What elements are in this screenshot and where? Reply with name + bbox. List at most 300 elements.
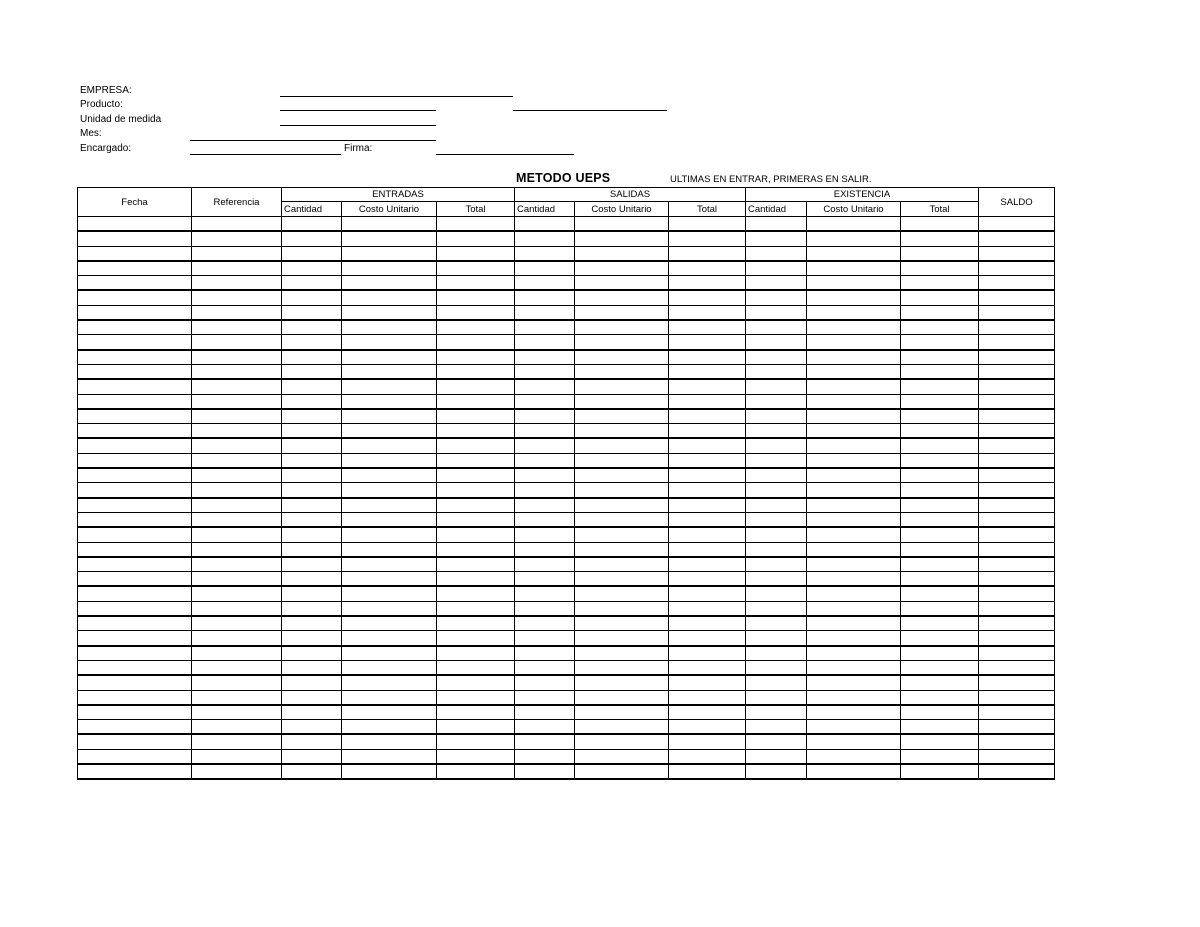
- table-cell[interactable]: [979, 631, 1055, 646]
- table-cell[interactable]: [78, 586, 192, 601]
- table-cell[interactable]: [192, 409, 282, 424]
- table-cell[interactable]: [282, 453, 342, 468]
- table-cell[interactable]: [78, 646, 192, 661]
- table-cell[interactable]: [342, 675, 437, 690]
- table-cell[interactable]: [669, 394, 746, 409]
- table-cell[interactable]: [979, 409, 1055, 424]
- table-cell[interactable]: [437, 542, 515, 557]
- table-cell[interactable]: [437, 720, 515, 735]
- table-cell[interactable]: [78, 409, 192, 424]
- table-cell[interactable]: [437, 734, 515, 749]
- table-cell[interactable]: [515, 379, 575, 394]
- table-cell[interactable]: [807, 409, 901, 424]
- empresa-field[interactable]: [280, 96, 513, 97]
- table-cell[interactable]: [669, 217, 746, 232]
- table-cell[interactable]: [901, 631, 979, 646]
- table-cell[interactable]: [515, 542, 575, 557]
- table-cell[interactable]: [192, 498, 282, 513]
- table-cell[interactable]: [807, 764, 901, 779]
- table-cell[interactable]: [515, 438, 575, 453]
- table-cell[interactable]: [192, 557, 282, 572]
- table-cell[interactable]: [901, 409, 979, 424]
- table-cell[interactable]: [979, 231, 1055, 246]
- table-cell[interactable]: [979, 438, 1055, 453]
- table-cell[interactable]: [515, 483, 575, 498]
- table-cell[interactable]: [575, 764, 669, 779]
- table-cell[interactable]: [901, 572, 979, 587]
- table-cell[interactable]: [437, 468, 515, 483]
- table-cell[interactable]: [575, 261, 669, 276]
- table-cell[interactable]: [282, 379, 342, 394]
- table-cell[interactable]: [575, 675, 669, 690]
- table-cell[interactable]: [515, 498, 575, 513]
- table-cell[interactable]: [282, 231, 342, 246]
- table-cell[interactable]: [78, 720, 192, 735]
- table-cell[interactable]: [979, 512, 1055, 527]
- table-cell[interactable]: [282, 438, 342, 453]
- table-cell[interactable]: [807, 217, 901, 232]
- table-cell[interactable]: [342, 305, 437, 320]
- table-cell[interactable]: [669, 409, 746, 424]
- table-cell[interactable]: [746, 512, 807, 527]
- table-cell[interactable]: [979, 601, 1055, 616]
- table-cell[interactable]: [901, 246, 979, 261]
- table-cell[interactable]: [342, 660, 437, 675]
- table-cell[interactable]: [575, 453, 669, 468]
- table-cell[interactable]: [669, 438, 746, 453]
- table-cell[interactable]: [901, 512, 979, 527]
- table-cell[interactable]: [979, 379, 1055, 394]
- table-cell[interactable]: [282, 276, 342, 291]
- table-cell[interactable]: [342, 734, 437, 749]
- table-cell[interactable]: [515, 394, 575, 409]
- table-cell[interactable]: [78, 305, 192, 320]
- table-cell[interactable]: [78, 364, 192, 379]
- table-cell[interactable]: [746, 586, 807, 601]
- table-cell[interactable]: [515, 305, 575, 320]
- table-cell[interactable]: [575, 290, 669, 305]
- table-cell[interactable]: [342, 409, 437, 424]
- table-cell[interactable]: [282, 542, 342, 557]
- table-cell[interactable]: [192, 320, 282, 335]
- table-cell[interactable]: [807, 350, 901, 365]
- table-cell[interactable]: [192, 453, 282, 468]
- table-cell[interactable]: [282, 646, 342, 661]
- table-cell[interactable]: [901, 734, 979, 749]
- table-cell[interactable]: [282, 409, 342, 424]
- table-cell[interactable]: [437, 305, 515, 320]
- table-cell[interactable]: [282, 675, 342, 690]
- table-cell[interactable]: [515, 527, 575, 542]
- table-cell[interactable]: [575, 231, 669, 246]
- table-cell[interactable]: [575, 734, 669, 749]
- table-cell[interactable]: [342, 320, 437, 335]
- table-cell[interactable]: [746, 616, 807, 631]
- table-cell[interactable]: [78, 734, 192, 749]
- table-cell[interactable]: [437, 364, 515, 379]
- table-cell[interactable]: [901, 660, 979, 675]
- table-cell[interactable]: [515, 424, 575, 439]
- table-cell[interactable]: [575, 601, 669, 616]
- table-cell[interactable]: [575, 690, 669, 705]
- table-cell[interactable]: [515, 616, 575, 631]
- table-cell[interactable]: [669, 350, 746, 365]
- table-cell[interactable]: [192, 290, 282, 305]
- table-cell[interactable]: [807, 231, 901, 246]
- table-cell[interactable]: [437, 409, 515, 424]
- table-cell[interactable]: [807, 572, 901, 587]
- table-cell[interactable]: [575, 320, 669, 335]
- table-cell[interactable]: [515, 720, 575, 735]
- table-cell[interactable]: [669, 335, 746, 350]
- table-cell[interactable]: [78, 542, 192, 557]
- table-cell[interactable]: [979, 261, 1055, 276]
- table-cell[interactable]: [515, 572, 575, 587]
- table-cell[interactable]: [979, 557, 1055, 572]
- table-cell[interactable]: [807, 601, 901, 616]
- table-cell[interactable]: [901, 379, 979, 394]
- table-cell[interactable]: [282, 217, 342, 232]
- table-cell[interactable]: [78, 261, 192, 276]
- table-cell[interactable]: [746, 217, 807, 232]
- table-cell[interactable]: [282, 261, 342, 276]
- table-cell[interactable]: [901, 261, 979, 276]
- table-cell[interactable]: [282, 364, 342, 379]
- table-cell[interactable]: [901, 231, 979, 246]
- table-cell[interactable]: [901, 527, 979, 542]
- table-cell[interactable]: [669, 305, 746, 320]
- table-cell[interactable]: [807, 720, 901, 735]
- table-cell[interactable]: [746, 468, 807, 483]
- table-cell[interactable]: [192, 217, 282, 232]
- table-cell[interactable]: [901, 217, 979, 232]
- table-cell[interactable]: [807, 512, 901, 527]
- table-cell[interactable]: [192, 660, 282, 675]
- table-cell[interactable]: [282, 616, 342, 631]
- table-cell[interactable]: [437, 290, 515, 305]
- table-cell[interactable]: [515, 246, 575, 261]
- table-cell[interactable]: [342, 438, 437, 453]
- table-cell[interactable]: [669, 734, 746, 749]
- table-cell[interactable]: [437, 675, 515, 690]
- table-cell[interactable]: [282, 720, 342, 735]
- table-cell[interactable]: [807, 424, 901, 439]
- table-cell[interactable]: [192, 483, 282, 498]
- table-cell[interactable]: [342, 350, 437, 365]
- table-cell[interactable]: [282, 424, 342, 439]
- table-cell[interactable]: [282, 483, 342, 498]
- table-cell[interactable]: [515, 453, 575, 468]
- table-cell[interactable]: [342, 749, 437, 764]
- table-cell[interactable]: [979, 350, 1055, 365]
- table-cell[interactable]: [78, 424, 192, 439]
- table-cell[interactable]: [807, 290, 901, 305]
- table-cell[interactable]: [342, 483, 437, 498]
- table-cell[interactable]: [575, 631, 669, 646]
- table-cell[interactable]: [342, 631, 437, 646]
- table-cell[interactable]: [437, 764, 515, 779]
- table-cell[interactable]: [575, 364, 669, 379]
- table-cell[interactable]: [575, 276, 669, 291]
- table-cell[interactable]: [807, 542, 901, 557]
- table-cell[interactable]: [807, 616, 901, 631]
- table-cell[interactable]: [901, 394, 979, 409]
- table-cell[interactable]: [901, 557, 979, 572]
- table-cell[interactable]: [979, 364, 1055, 379]
- table-cell[interactable]: [979, 424, 1055, 439]
- table-cell[interactable]: [78, 690, 192, 705]
- table-cell[interactable]: [979, 335, 1055, 350]
- table-cell[interactable]: [575, 246, 669, 261]
- table-cell[interactable]: [901, 764, 979, 779]
- table-cell[interactable]: [342, 616, 437, 631]
- table-cell[interactable]: [515, 764, 575, 779]
- table-cell[interactable]: [807, 631, 901, 646]
- table-cell[interactable]: [437, 424, 515, 439]
- table-cell[interactable]: [342, 690, 437, 705]
- table-cell[interactable]: [746, 601, 807, 616]
- table-cell[interactable]: [746, 764, 807, 779]
- table-cell[interactable]: [192, 261, 282, 276]
- table-cell[interactable]: [807, 483, 901, 498]
- table-cell[interactable]: [192, 675, 282, 690]
- table-cell[interactable]: [901, 483, 979, 498]
- table-cell[interactable]: [515, 335, 575, 350]
- table-cell[interactable]: [342, 453, 437, 468]
- table-cell[interactable]: [342, 290, 437, 305]
- table-cell[interactable]: [78, 453, 192, 468]
- table-cell[interactable]: [342, 261, 437, 276]
- table-cell[interactable]: [575, 705, 669, 720]
- table-cell[interactable]: [192, 276, 282, 291]
- table-cell[interactable]: [437, 453, 515, 468]
- table-cell[interactable]: [746, 660, 807, 675]
- table-cell[interactable]: [78, 749, 192, 764]
- table-cell[interactable]: [746, 290, 807, 305]
- table-cell[interactable]: [669, 616, 746, 631]
- table-cell[interactable]: [807, 305, 901, 320]
- table-cell[interactable]: [669, 468, 746, 483]
- table-cell[interactable]: [901, 350, 979, 365]
- table-cell[interactable]: [78, 246, 192, 261]
- table-cell[interactable]: [807, 320, 901, 335]
- table-cell[interactable]: [437, 705, 515, 720]
- table-cell[interactable]: [669, 660, 746, 675]
- table-cell[interactable]: [807, 335, 901, 350]
- table-cell[interactable]: [669, 586, 746, 601]
- table-cell[interactable]: [192, 424, 282, 439]
- table-cell[interactable]: [575, 483, 669, 498]
- table-cell[interactable]: [669, 364, 746, 379]
- table-cell[interactable]: [979, 660, 1055, 675]
- table-cell[interactable]: [78, 335, 192, 350]
- table-cell[interactable]: [437, 438, 515, 453]
- table-cell[interactable]: [746, 424, 807, 439]
- table-cell[interactable]: [979, 586, 1055, 601]
- table-cell[interactable]: [746, 394, 807, 409]
- table-cell[interactable]: [746, 572, 807, 587]
- table-cell[interactable]: [342, 542, 437, 557]
- table-cell[interactable]: [437, 261, 515, 276]
- table-cell[interactable]: [979, 720, 1055, 735]
- table-cell[interactable]: [575, 498, 669, 513]
- table-cell[interactable]: [746, 335, 807, 350]
- table-cell[interactable]: [807, 557, 901, 572]
- table-cell[interactable]: [282, 557, 342, 572]
- table-cell[interactable]: [437, 394, 515, 409]
- table-cell[interactable]: [807, 364, 901, 379]
- table-cell[interactable]: [575, 646, 669, 661]
- table-cell[interactable]: [979, 705, 1055, 720]
- table-cell[interactable]: [342, 468, 437, 483]
- table-cell[interactable]: [342, 246, 437, 261]
- table-cell[interactable]: [746, 453, 807, 468]
- table-cell[interactable]: [192, 512, 282, 527]
- table-cell[interactable]: [342, 217, 437, 232]
- table-cell[interactable]: [437, 586, 515, 601]
- table-cell[interactable]: [901, 542, 979, 557]
- table-cell[interactable]: [746, 705, 807, 720]
- unidad-field[interactable]: [280, 125, 436, 126]
- table-cell[interactable]: [901, 586, 979, 601]
- table-cell[interactable]: [282, 468, 342, 483]
- table-cell[interactable]: [575, 572, 669, 587]
- table-cell[interactable]: [515, 601, 575, 616]
- table-cell[interactable]: [575, 335, 669, 350]
- table-cell[interactable]: [979, 246, 1055, 261]
- table-cell[interactable]: [979, 572, 1055, 587]
- table-cell[interactable]: [342, 646, 437, 661]
- table-cell[interactable]: [669, 276, 746, 291]
- table-cell[interactable]: [746, 409, 807, 424]
- table-cell[interactable]: [437, 646, 515, 661]
- table-cell[interactable]: [282, 527, 342, 542]
- table-cell[interactable]: [669, 764, 746, 779]
- table-cell[interactable]: [575, 557, 669, 572]
- table-cell[interactable]: [342, 586, 437, 601]
- table-cell[interactable]: [979, 217, 1055, 232]
- mes-field[interactable]: [190, 140, 436, 141]
- table-cell[interactable]: [342, 764, 437, 779]
- table-cell[interactable]: [78, 394, 192, 409]
- table-cell[interactable]: [979, 764, 1055, 779]
- table-cell[interactable]: [746, 527, 807, 542]
- table-cell[interactable]: [78, 675, 192, 690]
- table-cell[interactable]: [515, 557, 575, 572]
- table-cell[interactable]: [78, 527, 192, 542]
- table-cell[interactable]: [342, 512, 437, 527]
- table-cell[interactable]: [575, 394, 669, 409]
- table-cell[interactable]: [901, 675, 979, 690]
- table-cell[interactable]: [669, 527, 746, 542]
- table-cell[interactable]: [342, 231, 437, 246]
- table-cell[interactable]: [807, 246, 901, 261]
- table-cell[interactable]: [192, 527, 282, 542]
- table-cell[interactable]: [669, 705, 746, 720]
- table-cell[interactable]: [807, 498, 901, 513]
- table-cell[interactable]: [746, 379, 807, 394]
- table-cell[interactable]: [669, 601, 746, 616]
- table-cell[interactable]: [807, 394, 901, 409]
- table-cell[interactable]: [575, 512, 669, 527]
- table-cell[interactable]: [669, 512, 746, 527]
- table-cell[interactable]: [342, 572, 437, 587]
- table-cell[interactable]: [342, 276, 437, 291]
- table-cell[interactable]: [437, 276, 515, 291]
- table-cell[interactable]: [575, 586, 669, 601]
- table-cell[interactable]: [282, 394, 342, 409]
- table-cell[interactable]: [437, 246, 515, 261]
- table-cell[interactable]: [192, 734, 282, 749]
- table-cell[interactable]: [575, 379, 669, 394]
- table-cell[interactable]: [192, 542, 282, 557]
- table-cell[interactable]: [575, 468, 669, 483]
- table-cell[interactable]: [979, 320, 1055, 335]
- table-cell[interactable]: [437, 572, 515, 587]
- table-cell[interactable]: [437, 557, 515, 572]
- table-cell[interactable]: [746, 350, 807, 365]
- table-cell[interactable]: [515, 276, 575, 291]
- table-cell[interactable]: [746, 498, 807, 513]
- table-cell[interactable]: [575, 527, 669, 542]
- table-cell[interactable]: [979, 498, 1055, 513]
- table-cell[interactable]: [575, 720, 669, 735]
- table-cell[interactable]: [901, 749, 979, 764]
- table-cell[interactable]: [669, 424, 746, 439]
- table-cell[interactable]: [575, 305, 669, 320]
- table-cell[interactable]: [901, 290, 979, 305]
- table-cell[interactable]: [437, 335, 515, 350]
- table-cell[interactable]: [669, 231, 746, 246]
- table-cell[interactable]: [282, 631, 342, 646]
- table-cell[interactable]: [192, 350, 282, 365]
- table-cell[interactable]: [746, 261, 807, 276]
- table-cell[interactable]: [901, 720, 979, 735]
- table-cell[interactable]: [669, 498, 746, 513]
- table-cell[interactable]: [78, 557, 192, 572]
- table-cell[interactable]: [515, 512, 575, 527]
- table-cell[interactable]: [282, 246, 342, 261]
- table-cell[interactable]: [575, 438, 669, 453]
- table-cell[interactable]: [669, 542, 746, 557]
- table-cell[interactable]: [437, 660, 515, 675]
- table-cell[interactable]: [342, 601, 437, 616]
- table-cell[interactable]: [192, 468, 282, 483]
- table-cell[interactable]: [78, 468, 192, 483]
- table-cell[interactable]: [342, 557, 437, 572]
- table-cell[interactable]: [342, 424, 437, 439]
- table-cell[interactable]: [901, 498, 979, 513]
- table-cell[interactable]: [437, 320, 515, 335]
- table-cell[interactable]: [282, 764, 342, 779]
- table-cell[interactable]: [78, 660, 192, 675]
- table-cell[interactable]: [575, 350, 669, 365]
- producto-extra-field[interactable]: [513, 110, 667, 111]
- firma-field[interactable]: [436, 154, 574, 155]
- table-cell[interactable]: [979, 646, 1055, 661]
- table-cell[interactable]: [979, 675, 1055, 690]
- table-cell[interactable]: [78, 320, 192, 335]
- table-cell[interactable]: [515, 631, 575, 646]
- table-cell[interactable]: [515, 586, 575, 601]
- table-cell[interactable]: [669, 572, 746, 587]
- table-cell[interactable]: [282, 586, 342, 601]
- table-cell[interactable]: [78, 276, 192, 291]
- table-cell[interactable]: [515, 468, 575, 483]
- table-cell[interactable]: [437, 690, 515, 705]
- table-cell[interactable]: [807, 646, 901, 661]
- table-cell[interactable]: [515, 734, 575, 749]
